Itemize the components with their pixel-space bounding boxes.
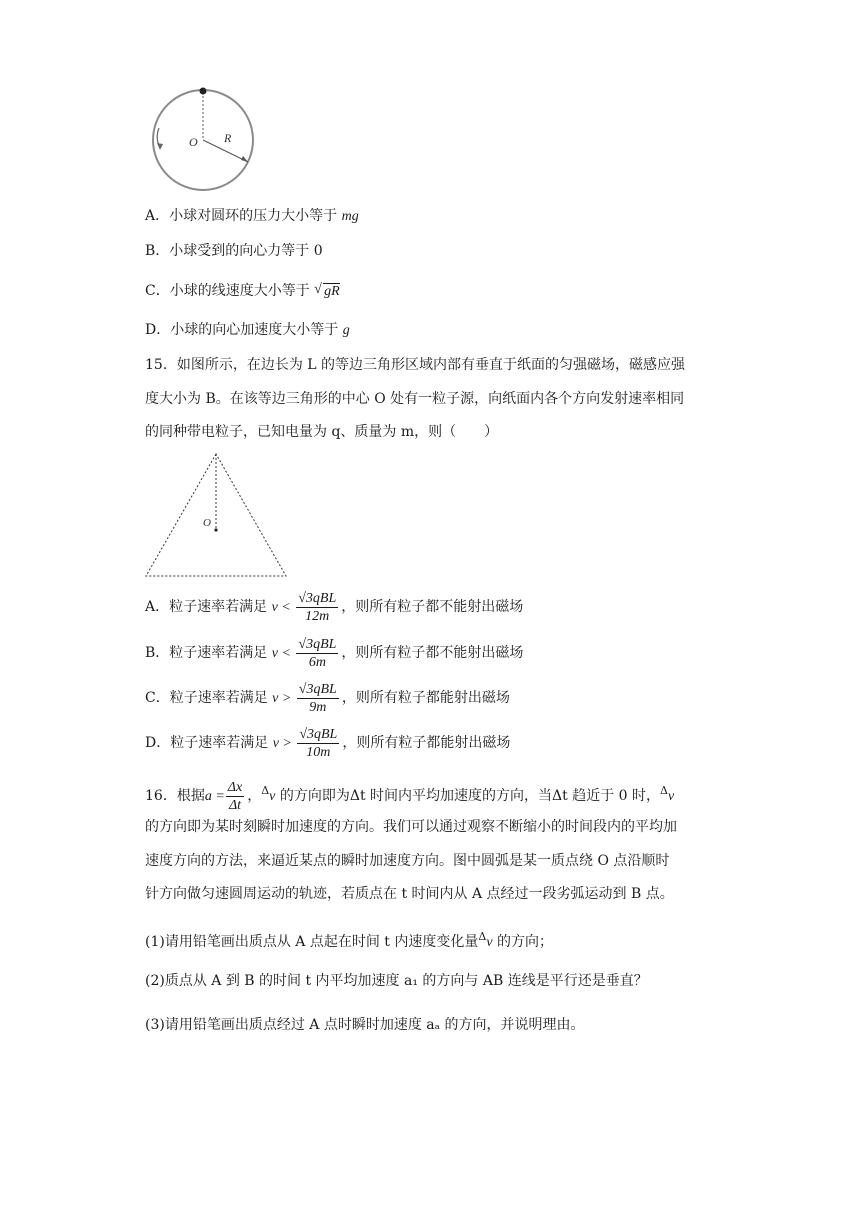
q15-option-c: C．粒子速率若满足 v > $\frac{\text{√3qBL}}{9m}$ ，则所有粒子都能射出磁场 — [145, 681, 510, 715]
q14-circle-figure — [145, 80, 265, 192]
q15-option-d: D．粒子速率若满足 v > $\frac{\text{√3qBL}}{10m}$ ，则所有粒子都能射出磁场 — [145, 726, 511, 760]
q15-option-a: A．粒子速率若满足 v < $\frac{\text{√3qBL}}{12m}$ ，则所有粒子都不能射出磁场 — [145, 590, 524, 624]
q14-option-c: C．小球的线速度大小等于 √ gR — [145, 282, 340, 299]
q15-option-b: B．粒子速率若满足 v < $\frac{\text{√3qBL}}{6m}$ ，则所有粒子都不能射出磁场 — [145, 636, 524, 670]
q16-stem-line-3: 速度方向的方法，来逼近某点的瞬时加速度方向。图中圆弧是某一质点绕 O 点沿顺时 — [145, 853, 670, 869]
q16-line-1: 16．根据a = $\frac{\Delta x}{\Delta t}$ ，$^\Delta$v 的方向即为Δt 时间内平均加速度的方向，当Δt 趋近于 0 时，$^\Delta$v — [145, 779, 675, 813]
ball — [200, 88, 207, 95]
q15-stem-line-3: 的同种带电粒子，已知电量为 q、质量为 m，则（ ） — [145, 424, 499, 440]
radius-label: R — [224, 131, 232, 145]
q16-subquestion-2: (2)质点从 A 到 B 的时间 t 内平均加速度 a₁ 的方向与 AB 连线是平行还是垂直？ — [145, 973, 648, 989]
q14-option-a: A．小球对圆环的压力大小等于 mg — [145, 208, 359, 224]
q15-triangle-figure — [140, 448, 295, 582]
center-label: O — [203, 517, 211, 529]
center-point — [214, 528, 217, 531]
q15-stem-line-1: 15．如图所示，在边长为 L 的等边三角形区域内部有垂直于纸面的匀强磁场，磁感应强 — [145, 357, 686, 373]
q16-stem-line-4: 针方向做匀速圆周运动的轨迹，若质点在 t 时间内从 A 点经过一段劣弧运动到 B 点。 — [145, 886, 674, 902]
q16-stem-line-2: 的方向即为某时刻瞬时加速度的方向。我们可以通过观察不断缩小的时间段内的平均加 — [145, 819, 677, 835]
center-label: O — [189, 135, 198, 149]
q14-option-d: D．小球的向心加速度大小等于 g — [145, 322, 350, 338]
q16-subquestion-1: (1)请用铅笔画出质点从 A 点起在时间 t 内速度变化量$^\Delta$v 的方向； — [145, 930, 553, 950]
q15-stem-line-2: 度大小为 B。在该等边三角形的中心 O 处有一粒子源，向纸面内各个方向发射速率相同 — [145, 391, 685, 407]
q14-option-b: B．小球受到的向心力等于 0 — [145, 243, 323, 259]
q16-subquestion-3: (3)请用铅笔画出质点经过 A 点时瞬时加速度 aₐ 的方向，并说明理由。 — [145, 1017, 585, 1033]
